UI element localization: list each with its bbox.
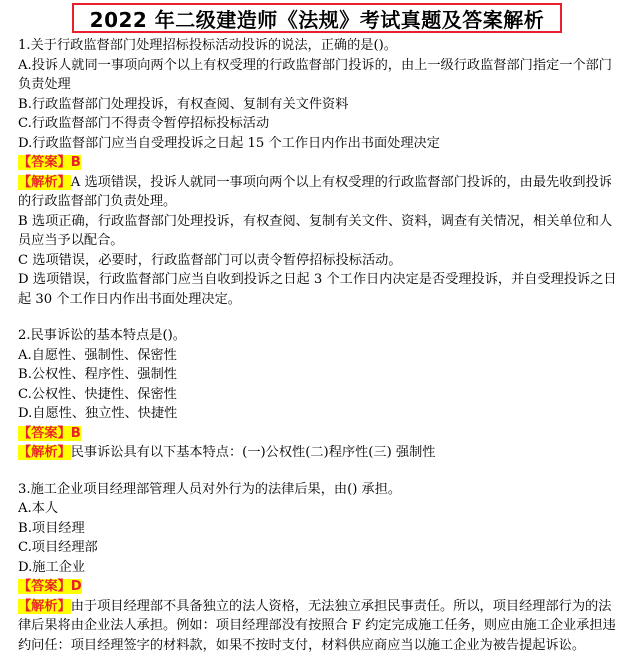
answer-label: 【答案】	[18, 155, 71, 170]
answer-value: D	[70, 579, 82, 594]
question-3-option-d: D.施工企业	[18, 559, 86, 575]
question-1-analysis-b: B 选项正确，行政监督部门处理投诉，有权查阅、复制有关文件、资料，调查有关情况，相关单位和人员应当予以配合。	[18, 213, 613, 248]
document-title: 2022 年二级建造师《法规》考试真题及答案解析	[72, 3, 562, 33]
question-2-option-d: D.自愿性、独立性、快捷性	[18, 406, 178, 421]
question-1-option-d: D.行政监督部门应当自受理投诉之日起 15 个工作日内作出书面处理决定	[18, 135, 440, 151]
question-2-analysis	[18, 443, 618, 463]
analysis-label: 【解析】	[18, 598, 71, 614]
answer-value: B	[70, 155, 81, 170]
question-2-stem: 2.民事诉讼的基本特点是()。	[18, 328, 186, 343]
question-3-option-b: B.项目经理	[18, 520, 85, 536]
answer-value: B	[70, 425, 81, 441]
question-1-answer	[18, 153, 618, 173]
answer-label: 【答案】	[18, 579, 71, 594]
question-2-option-a: A.自愿性、强制性、保密性	[18, 347, 177, 363]
question-3-option-a: A.本人	[18, 501, 59, 516]
question-1-option-c: C.行政监督部门不得责令暂停招标投标活动	[18, 116, 270, 131]
analysis-text: 由于项目经理部不具备独立的法人资格，无法独立承担民事责任。所以，项目经理部行为的法律后果将由企业法人承担。例如：项目经理部没有按照合 F 约定完成施工任务，则应由施工企业承担违约问任：项目经理签字的材料款，如果不按时支付，材料供应商应当以施工企业为被告提起诉讼。	[18, 598, 616, 653]
analysis-text: 民事诉讼具有以下基本特点：(一)公权性(二)程序性(三) 强制性	[70, 445, 436, 460]
question-2-option-b: B.公权性、程序性、强制性	[18, 367, 177, 382]
analysis-label: 【解析】	[18, 174, 71, 190]
document-body	[18, 36, 618, 655]
question-1-analysis-d: D 选项错误，行政监督部门应当自收到投诉之日起 3 个工作日内决定是否受理投诉，并自受理投诉之日起 30 个工作日内作出书面处理决定。	[18, 272, 617, 307]
answer-label: 【答案】	[18, 425, 71, 441]
question-3-stem: 3.施工企业项目经理部管理人员对外行为的法律后果，由() 承担。	[18, 481, 402, 497]
question-3-answer	[18, 577, 618, 597]
question-1-option-a: A.投诉人就同一事项向两个以上有权受理的行政监督部门投诉的，由上一级行政监督部门指定一个部门负责处理	[18, 57, 612, 92]
question-1-option-b: B.行政监督部门处理投诉，有权查阅、复制有关文件资料	[18, 96, 349, 112]
question-1-analysis-c: C 选项错误，必要时，行政监督部门可以责令暂停招标投标活动。	[18, 252, 402, 268]
question-1-stem: 1.关于行政监督部门处理招标投标活动投诉的说法，正确的是()。	[18, 38, 397, 53]
analysis-text: A 选项错误，投诉人就同一事项向两个以上有权受理的行政监督部门投诉的，由最先收到投诉的行政监督部门负责处理。	[18, 174, 612, 209]
analysis-label: 【解析】	[18, 445, 71, 460]
question-2-option-c: C.公权性、快捷性、保密性	[18, 386, 177, 402]
question-2-answer	[18, 424, 618, 444]
question-3-option-c: C.项目经理部	[18, 540, 98, 555]
question-3-analysis	[18, 597, 618, 656]
question-1-analysis-a	[18, 173, 618, 212]
